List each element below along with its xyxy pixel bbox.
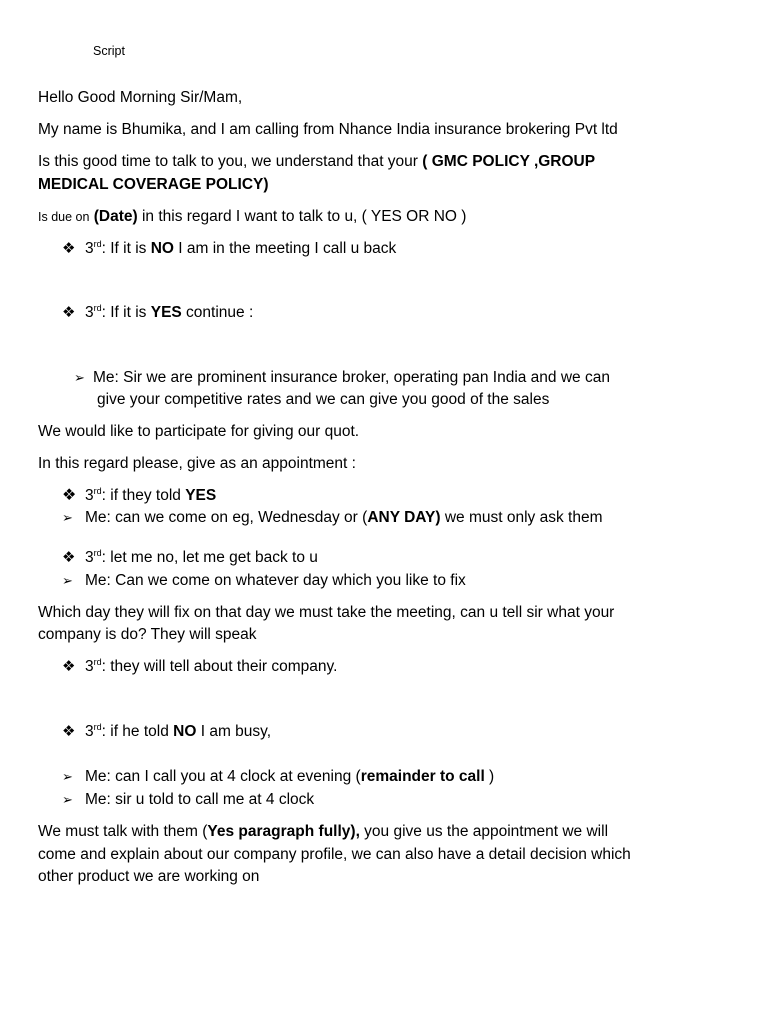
closing-post: you give us the appointment we will	[359, 823, 609, 840]
bullet-busy	[85, 722, 271, 742]
bullet-no-pre: : If it is	[101, 240, 151, 257]
bullet-no	[85, 239, 396, 259]
ordinal-number: 3	[85, 240, 94, 257]
ordinal-suffix: rd	[93, 548, 102, 558]
policy-bold-2: MEDICAL COVERAGE POLICY)	[38, 176, 269, 193]
paragraph-closing-3: other product we are working on	[38, 868, 260, 885]
paragraph-closing-1	[38, 822, 608, 842]
bullet-no-bold: NO	[150, 240, 174, 257]
ordinal-suffix: rd	[93, 722, 102, 732]
intro-line: My name is Bhumika, and I am calling from Nhance India insurance brokering Pvt ltd	[38, 121, 618, 138]
me-told-call: Me: sir u told to call me at 4 clock	[85, 791, 315, 808]
closing-pre: We must talk with them (	[38, 823, 208, 840]
ordinal-suffix: rd	[93, 657, 102, 667]
ordinal-number: 3	[85, 549, 94, 566]
paragraph-fix-day-1: Which day they will fix on that day we must take the meeting, can u tell sir what your	[38, 604, 615, 621]
diamond-bullet-icon: ❖	[62, 723, 76, 740]
me-pitch-line-2: give your competitive rates and we can give you good of the sales	[97, 391, 550, 408]
header-label: Script	[93, 44, 125, 58]
me-pitch-line-1: Me: Sir we are prominent insurance broker, operating pan India and we can	[93, 369, 610, 386]
diamond-bullet-icon: ❖	[62, 240, 76, 257]
paragraph-due	[38, 207, 466, 227]
bullet-company-text: : they will tell about their company.	[101, 658, 338, 675]
bullet-told-yes-pre: : if they told	[101, 487, 186, 504]
diamond-bullet-icon: ❖	[62, 658, 76, 675]
me-any-day-post: we must only ask them	[440, 509, 603, 526]
me-whatever-day: Me: Can we come on whatever day which you like to fix	[85, 572, 466, 589]
bullet-busy-post: I am busy,	[196, 723, 272, 740]
arrow-bullet-icon: ➢	[62, 792, 73, 807]
paragraph-closing-2: come and explain about our company profile, we can also have a detail decision which	[38, 846, 631, 863]
diamond-bullet-icon: ❖	[62, 304, 76, 321]
bullet-yes	[85, 303, 253, 323]
ordinal-number: 3	[85, 723, 94, 740]
greeting-line: Hello Good Morning Sir/Mam,	[38, 89, 243, 106]
bullet-yes-post: continue :	[181, 304, 254, 321]
arrow-bullet-icon: ➢	[62, 510, 73, 525]
bullet-no-post: I am in the meeting I call u back	[173, 240, 397, 257]
due-date-bold: (Date)	[93, 208, 138, 225]
policy-bold-1: ( GMC POLICY ,GROUP	[422, 153, 596, 170]
due-small-text: Is due on	[38, 210, 90, 224]
ordinal-number: 3	[85, 658, 94, 675]
me-call-evening-pre: Me: can I call you at 4 clock at evening (	[85, 768, 361, 785]
bullet-company	[85, 657, 337, 677]
ordinal-suffix: rd	[93, 303, 102, 313]
bullet-busy-bold: NO	[173, 723, 197, 740]
ordinal-suffix: rd	[93, 239, 102, 249]
bullet-yes-pre: : If it is	[101, 304, 151, 321]
bullet-get-back	[85, 548, 318, 568]
arrow-bullet-icon: ➢	[62, 573, 73, 588]
me-call-evening-post: )	[484, 768, 495, 785]
paragraph-participate: We would like to participate for giving our quot.	[38, 423, 360, 440]
bullet-get-back-text: : let me no, let me get back to u	[101, 549, 318, 566]
ordinal-number: 3	[85, 304, 94, 321]
paragraph-appointment: In this regard please, give as an appointment :	[38, 455, 356, 472]
policy-text: Is this good time to talk to you, we understand that your	[38, 153, 423, 170]
paragraph-fix-day-2: company is do? They will speak	[38, 626, 257, 643]
ordinal-number: 3	[85, 487, 94, 504]
me-any-day-pre: Me: can we come on eg, Wednesday or (	[85, 509, 368, 526]
diamond-bullet-icon: ❖	[62, 487, 77, 504]
me-call-evening	[85, 767, 494, 787]
paragraph-policy	[38, 152, 595, 172]
me-any-day	[85, 508, 602, 528]
arrow-bullet-icon: ➢	[74, 370, 85, 385]
bullet-busy-pre: : if he told	[101, 723, 174, 740]
due-rest-text: in this regard I want to talk to u, ( YES OR NO )	[137, 208, 467, 225]
bullet-told-yes-bold: YES	[185, 487, 217, 504]
diamond-bullet-icon: ❖	[62, 549, 76, 566]
bullet-yes-bold: YES	[150, 304, 182, 321]
me-call-evening-bold: remainder to call	[360, 768, 485, 785]
closing-bold: Yes paragraph fully),	[207, 823, 360, 840]
bullet-told-yes	[85, 486, 216, 506]
me-any-day-bold: ANY DAY)	[367, 509, 441, 526]
ordinal-suffix: rd	[93, 486, 102, 496]
arrow-bullet-icon: ➢	[62, 769, 73, 784]
